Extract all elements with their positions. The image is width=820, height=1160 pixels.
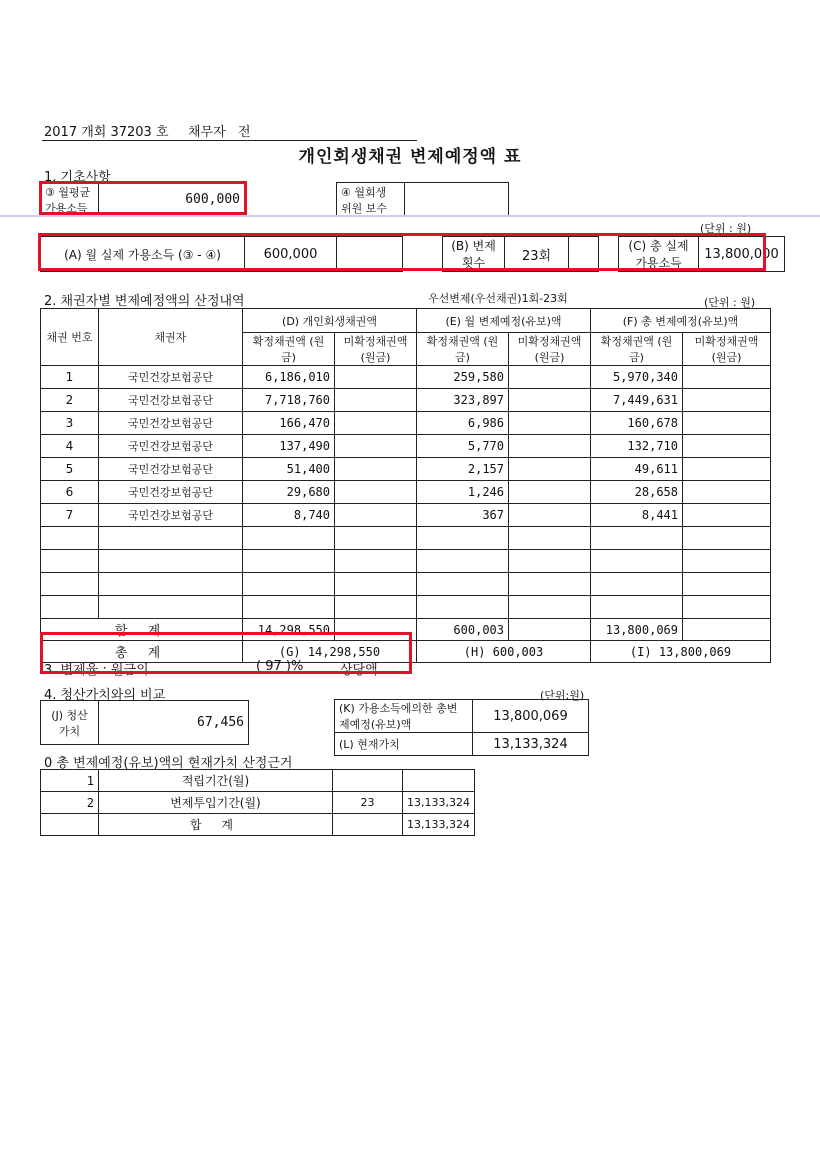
- e-unconfirmed-header: 미확정채권액 (원금): [509, 333, 591, 366]
- subtotal-e: 600,003: [417, 619, 509, 641]
- l-value: 13,133,324: [473, 733, 589, 756]
- table-row: 4 국민건강보험공단 137,490 5,770 132,710: [41, 435, 771, 458]
- creditor-rows: [41, 366, 771, 619]
- creditor-table: [40, 308, 771, 663]
- subtotal-label: 합 계: [41, 619, 243, 641]
- total-label: 총 계: [41, 641, 243, 663]
- debtor-label: 채무자: [188, 125, 226, 140]
- table-row: 7 국민건강보험공단 8,740 367 8,441: [41, 504, 771, 527]
- basic-info-table: [40, 182, 245, 217]
- empty-row: [41, 550, 771, 573]
- section1-unit: (단위 : 원): [700, 222, 752, 235]
- table-row: 1 국민건강보험공단 6,186,010 259,580 5,970,340: [41, 366, 771, 389]
- j-value: 67,456: [99, 701, 249, 745]
- section4-heading: 4. 청산가치와의 비교: [44, 688, 166, 703]
- empty-row: [41, 596, 771, 619]
- b-spacer: [569, 237, 599, 272]
- repayment-rate-suffix: 상당액: [340, 663, 378, 678]
- col-d-header: (D) 개인회생채권액: [243, 309, 417, 333]
- section2-heading: 2. 채권자별 변제예정액의 산정내역: [44, 294, 245, 309]
- c-label: (C) 총 실제 가용소득: [619, 237, 699, 272]
- b-label: (B) 변제 횟수: [443, 237, 505, 272]
- empty-row: [41, 527, 771, 550]
- liquidation-table: [40, 700, 249, 745]
- total-h: (H) 600,003: [417, 641, 591, 663]
- header-rule: [42, 140, 417, 141]
- d-confirmed-header: 확정채권액 (원금): [243, 333, 335, 366]
- repayment-rate-value: ( 97 )%: [256, 659, 304, 674]
- page-title: 개인회생채권 변제예정액 표: [298, 147, 522, 167]
- basis-total-label: 합 계: [99, 814, 333, 836]
- d-unconfirmed-header: 미확정채권액 (원금): [335, 333, 417, 366]
- total-row: [41, 641, 771, 663]
- available-income-table: [40, 236, 785, 272]
- f-confirmed-header: 확정채권액 (원금): [591, 333, 683, 366]
- subtotal-f: 13,800,069: [591, 619, 683, 641]
- subtotal-row: [41, 619, 771, 641]
- trustee-fee-label: ④ 월회생 위원 보수: [337, 183, 405, 217]
- basis-total-row: [41, 814, 475, 836]
- e-confirmed-header: 확정채권액 (원금): [417, 333, 509, 366]
- total-g: (G) 14,298,550: [243, 641, 417, 663]
- subtotal-d: 14,298,550: [243, 619, 335, 641]
- c-value: 13,800,000: [699, 237, 785, 272]
- col-creditor-header: 채권자: [99, 309, 243, 366]
- gap-cell: [403, 237, 443, 272]
- col-e-header: (E) 월 변제예정(유보)액: [417, 309, 591, 333]
- trustee-fee-table: [336, 182, 509, 217]
- table-row: 2 국민건강보험공단 7,718,760 323,897 7,449,631: [41, 389, 771, 412]
- b-value: 23회: [505, 237, 569, 272]
- gap-cell-2: [599, 237, 619, 272]
- present-value-basis-table: [40, 769, 475, 836]
- f-unconfirmed-header: 미확정채권액 (원금): [683, 333, 771, 366]
- section1-heading: 1. 기초사항: [44, 170, 111, 185]
- j-label: (J) 청산 가치: [41, 701, 99, 745]
- avg-income-label: ③ 월평균 가용소득: [41, 183, 99, 217]
- scan-artifact: [0, 215, 820, 217]
- col-no-header: 채권 번호: [41, 309, 99, 366]
- avg-income-value: 600,000: [99, 183, 245, 217]
- table-row: 6 국민건강보험공단 29,680 1,246 28,658: [41, 481, 771, 504]
- repayment-rate-label: 3. 변제율 : 원금의: [44, 663, 149, 678]
- trustee-fee-value: [405, 183, 509, 217]
- section4-unit: (단위:원): [540, 689, 585, 702]
- table-row: 5 국민건강보험공단 51,400 2,157 49,611: [41, 458, 771, 481]
- debtor-name: 전: [238, 125, 251, 140]
- k-label: (K) 가용소득에의한 총변제예정(유보)액: [335, 700, 473, 733]
- table-row: 3 국민건강보험공단 166,470 6,986 160,678: [41, 412, 771, 435]
- table-row: 1 적립기간(월): [41, 770, 475, 792]
- priority-note: 우선변제(우선채권)1회-23회: [428, 292, 568, 305]
- section5-heading: 0 총 변제예정(유보)액의 현재가치 산정근거: [44, 756, 293, 771]
- basis-total-value: 13,133,324: [403, 814, 475, 836]
- empty-row: [41, 573, 771, 596]
- total-i: (I) 13,800,069: [591, 641, 771, 663]
- l-label: (L) 현재가치: [335, 733, 473, 756]
- a-value: 600,000: [245, 237, 337, 272]
- present-value-table: [334, 699, 589, 756]
- section2-unit: (단위 : 원): [704, 296, 756, 309]
- a-spacer: [337, 237, 403, 272]
- a-label: (A) 월 실제 가용소득 (③ - ④): [41, 237, 245, 272]
- case-number: 2017 개회 37203 호: [44, 125, 169, 140]
- k-value: 13,800,069: [473, 700, 589, 733]
- col-f-header: (F) 총 변제예정(유보)액: [591, 309, 771, 333]
- table-row: 2 변제투입기간(월) 23 13,133,324: [41, 792, 475, 814]
